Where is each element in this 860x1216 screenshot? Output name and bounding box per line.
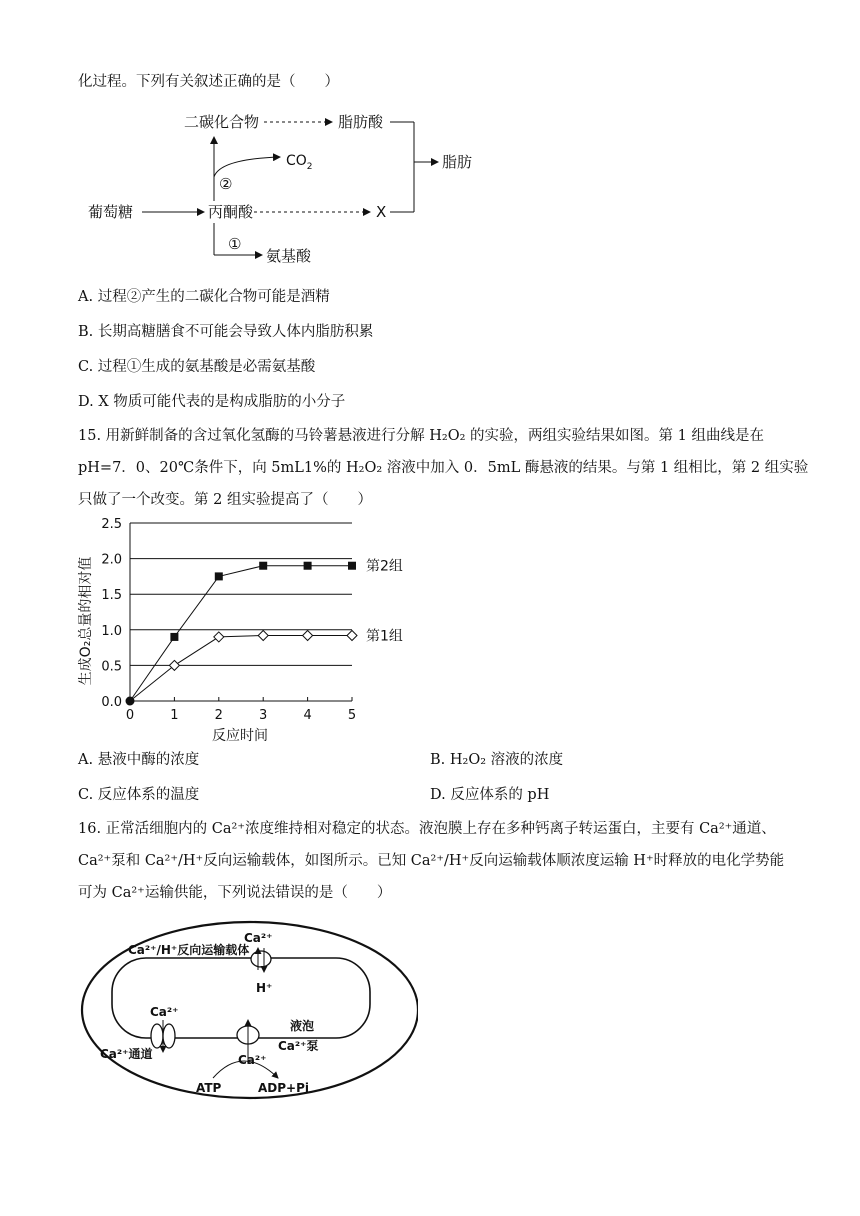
x-tick-label: 2 xyxy=(214,708,223,723)
step2-label: ② xyxy=(219,175,233,193)
y-tick-label: 1.0 xyxy=(101,623,122,639)
series-point xyxy=(214,632,224,642)
fatty-acid-label: 脂肪酸 xyxy=(338,113,384,131)
q15-stem-line3: 只做了一个改变。第 2 组实验提高了（ ） xyxy=(78,492,372,508)
vacuole-label: 液泡 xyxy=(290,1019,315,1033)
q15-option-b[interactable]: B. H₂O₂ 溶液的浓度 xyxy=(430,752,564,768)
q14-stem: 化过程。下列有关叙述正确的是（ ） xyxy=(78,74,339,90)
channel-protein-left xyxy=(151,1024,163,1048)
q16-stem-line3: 可为 Ca²⁺运输供能，下列说法错误的是（ ） xyxy=(78,885,392,901)
y-tick-label: 2.5 xyxy=(101,517,122,532)
atp-label: ATP xyxy=(196,1081,222,1095)
x-tick-label: 0 xyxy=(125,708,135,723)
channel-protein-right xyxy=(163,1024,175,1048)
channel-label: Ca²⁺通道 xyxy=(100,1047,153,1061)
q14-option-a[interactable]: A. 过程②产生的二碳化合物可能是酒精 xyxy=(78,289,330,305)
q14-option-c[interactable]: C. 过程①生成的氨基酸是必需氨基酸 xyxy=(78,359,316,375)
ca-left-label: Ca²⁺ xyxy=(150,1005,179,1019)
metabolism-diagram xyxy=(80,105,500,275)
antiporter-label: Ca²⁺/H⁺反向运输载体 xyxy=(128,943,250,957)
svg-text:CO2 xyxy=(286,153,313,172)
y-tick-label: 2.0 xyxy=(101,552,122,568)
series-legend-label: 第1组 xyxy=(366,628,403,645)
series-point xyxy=(258,630,268,640)
series-point xyxy=(215,572,223,580)
series-point xyxy=(347,630,357,640)
chart-ylabel: 生成O₂总量的相对值 xyxy=(78,556,94,686)
glucose-label: 葡萄糖 xyxy=(88,203,134,221)
y-tick-label: 0.5 xyxy=(101,659,122,675)
antiporter-protein xyxy=(251,951,271,967)
ca-top-label: Ca²⁺ xyxy=(244,931,273,945)
chart-xlabel: 反应时间 xyxy=(212,728,268,744)
q16-stem-line2: Ca²⁺泵和 Ca²⁺/H⁺反向运输载体，如图所示。已知 Ca²⁺/H⁺反向运输载体顺浓度运输 H⁺时释放的电化学势能 xyxy=(78,853,785,869)
series-point xyxy=(348,562,356,570)
q15-option-a[interactable]: A. 悬液中酶的浓度 xyxy=(78,752,200,768)
series-legend-label: 第2组 xyxy=(366,558,403,575)
co2-label: CO xyxy=(286,153,307,169)
y-tick-label: 1.5 xyxy=(101,588,122,604)
series-point xyxy=(170,633,178,641)
q14-option-d[interactable]: D. X 物质可能代表的是构成脂肪的小分子 xyxy=(78,394,346,410)
two-carbon-label: 二碳化合物 xyxy=(184,113,260,131)
fat-label: 脂肪 xyxy=(442,153,473,171)
series-point xyxy=(169,660,179,670)
q15-option-d[interactable]: D. 反应体系的 pH xyxy=(430,787,550,803)
y-tick-label: 0.0 xyxy=(101,695,122,710)
vacuole-membrane xyxy=(112,958,370,1038)
origin-point xyxy=(126,697,135,706)
pump-label: Ca²⁺泵 xyxy=(278,1039,319,1053)
cell-diagram xyxy=(78,918,418,1108)
amino-acid-label: 氨基酸 xyxy=(266,247,312,265)
series-point xyxy=(259,562,267,570)
x-tick-label: 3 xyxy=(259,708,268,723)
series-line-2 xyxy=(130,635,352,701)
x-label: X xyxy=(376,203,387,221)
ca-pump-label: Ca²⁺ xyxy=(238,1053,267,1067)
h-plus-label: H⁺ xyxy=(256,981,273,995)
x-tick-label: 4 xyxy=(303,708,312,723)
series-line-1 xyxy=(130,566,352,701)
co2-subscript: 2 xyxy=(306,162,313,172)
q16-stem-line1: 16. 正常活细胞内的 Ca²⁺浓度维持相对稳定的状态。液泡膜上存在多种钙离子转运蛋白，主要有 Ca²⁺通道、 xyxy=(78,821,776,837)
series-point xyxy=(304,562,312,570)
q15-stem-line2: pH=7．0、20℃条件下，向 5mL1%的 H₂O₂ 溶液中加入 0．5mL 酶悬液的结果。与第 1 组相比，第 2 组实验 xyxy=(78,460,809,476)
x-tick-label: 5 xyxy=(347,708,357,723)
x-tick-label: 1 xyxy=(170,708,179,723)
pyruvate-label: 丙酮酸 xyxy=(208,203,254,221)
q15-option-c[interactable]: C. 反应体系的温度 xyxy=(78,787,200,803)
q14-option-b[interactable]: B. 长期高糖膳食不可能会导致人体内脂肪积累 xyxy=(78,324,374,340)
step1-label: ① xyxy=(228,235,242,253)
adp-label: ADP+Pi xyxy=(258,1081,310,1095)
series-point xyxy=(303,630,313,640)
o2-chart xyxy=(70,515,430,745)
q15-stem-line1: 15. 用新鲜制备的含过氧化氢酶的马铃薯悬液进行分解 H₂O₂ 的实验，两组实验结果如图。第 1 组曲线是在 xyxy=(78,428,764,444)
